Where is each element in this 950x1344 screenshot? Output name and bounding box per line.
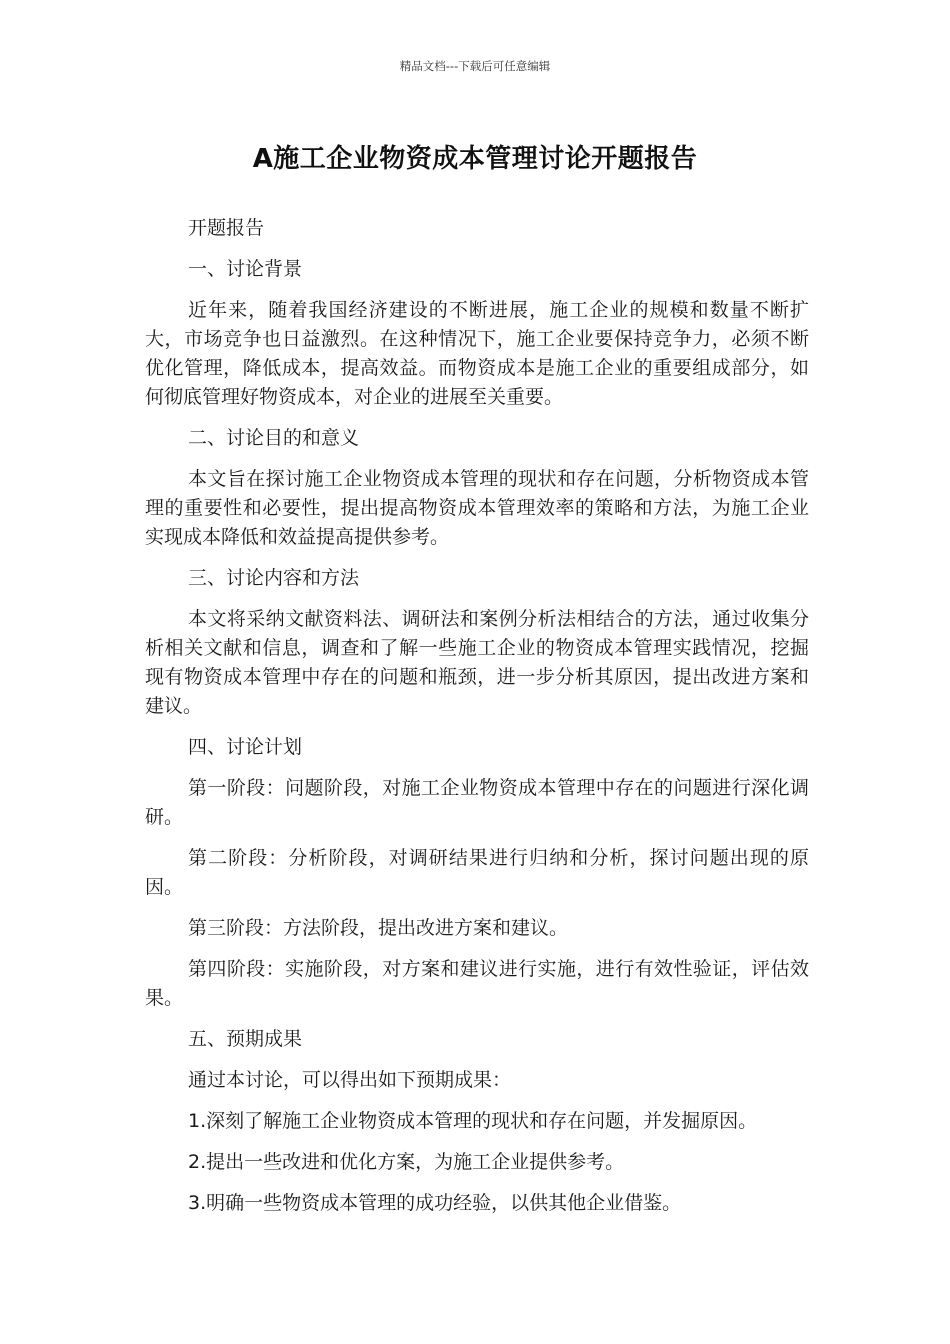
section-heading-plan: 四、讨论计划 bbox=[188, 736, 303, 758]
section-heading-purpose: 二、讨论目的和意义 bbox=[188, 427, 360, 449]
plan-stage-2: 第二阶段：分析阶段，对调研结果进行归纳和分析，探讨问题出现的原因。 bbox=[145, 847, 809, 898]
document-body bbox=[145, 214, 809, 1230]
plan-stage-1: 第一阶段：问题阶段，对施工企业物资成本管理中存在的问题进行深化调研。 bbox=[145, 777, 809, 828]
paragraph-background: 近年来，随着我国经济建设的不断进展，施工企业的规模和数量不断扩大，市场竞争也日益激烈。在这种情况下，施工企业要保持竞争力，必须不断优化管理，降低成本，提高效益。而物资成本是施工企业的重要组成部分，如何彻底管理好物资成本，对企业的进展至关重要。 bbox=[145, 299, 809, 408]
plan-stage-4: 第四阶段：实施阶段，对方案和建议进行实施，进行有效性验证，评估效果。 bbox=[145, 958, 809, 1009]
section-heading-background: 一、讨论背景 bbox=[188, 258, 303, 280]
plan-stage-3: 第三阶段：方法阶段，提出改进方案和建议。 bbox=[188, 917, 569, 939]
document-title: A施工企业物资成本管理讨论开题报告 bbox=[252, 144, 698, 174]
label-report: 开题报告 bbox=[188, 217, 265, 239]
paragraph-content-method: 本文将采纳文献资料法、调研法和案例分析法相结合的方法，通过收集分析相关文献和信息，调查和了解一些施工企业的物资成本管理实践情况，挖掘现有物资成本管理中存在的问题和瓶颈，进一步分析其原因，提出改进方案和建议。 bbox=[145, 608, 809, 717]
paragraph-results-intro: 通过本讨论，可以得出如下预期成果： bbox=[188, 1069, 512, 1091]
result-item-1: 1.深刻了解施工企业物资成本管理的现状和存在问题，并发掘原因。 bbox=[188, 1110, 758, 1132]
result-item-2: 2.提出一些改进和优化方案，为施工企业提供参考。 bbox=[188, 1151, 625, 1173]
page-header-note: 精品文档---下载后可任意编辑 bbox=[399, 59, 551, 73]
section-heading-content-method: 三、讨论内容和方法 bbox=[188, 567, 360, 589]
paragraph-purpose: 本文旨在探讨施工企业物资成本管理的现状和存在问题，分析物资成本管理的重要性和必要性，提出提高物资成本管理效率的策略和方法，为施工企业实现成本降低和效益提高提供参考。 bbox=[145, 468, 809, 548]
section-heading-results: 五、预期成果 bbox=[188, 1028, 303, 1050]
result-item-3: 3.明确一些物资成本管理的成功经验，以供其他企业借鉴。 bbox=[188, 1192, 682, 1214]
